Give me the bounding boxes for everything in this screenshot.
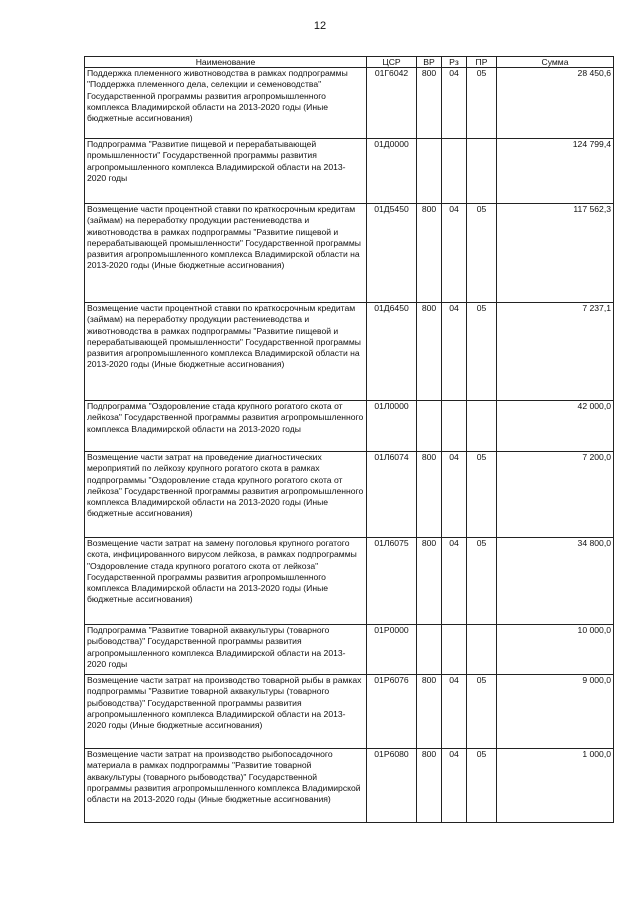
- table-row: [85, 749, 614, 823]
- cell-name: Подпрограмма "Оздоровление стада крупного рогатого скота от лейкоза" Государственной программы развития агропромышленного комплекса Владимирской области на 2013-2020 годы: [85, 401, 367, 452]
- cell-sum: 1 000,0: [497, 749, 614, 823]
- cell-name: Подпрограмма "Развитие пищевой и перерабатывающей промышленности" Государственной программы развития агропромышленного комплекса Владимирской области на 2013-2020 годы: [85, 139, 367, 204]
- cell-sum: 42 000,0: [497, 401, 614, 452]
- cell-csr: 01Л6074: [367, 452, 417, 538]
- cell-rz: 04: [442, 675, 467, 749]
- cell-csr: 01Д6450: [367, 303, 417, 401]
- cell-name: Возмещение части затрат на проведение диагностических мероприятий по лейкозу крупного рогатого скота в рамках подпрограммы "Оздоровление стада крупного рогатого скота от лейкоза" Государственной программы развития агропромышленного комплекса Владимирской области на 2013-2020 годы (Иные бюджетные ассигнования): [85, 452, 367, 538]
- cell-rz: [442, 401, 467, 452]
- cell-vr: [417, 401, 442, 452]
- cell-pr: 05: [467, 675, 497, 749]
- cell-pr: [467, 401, 497, 452]
- cell-pr: [467, 625, 497, 675]
- cell-sum: 9 000,0: [497, 675, 614, 749]
- header-sum: Сумма: [497, 57, 614, 68]
- table-row: [85, 68, 614, 139]
- cell-pr: 05: [467, 204, 497, 303]
- cell-rz: 04: [442, 68, 467, 139]
- table-row: [85, 303, 614, 401]
- cell-name: Возмещение части затрат на производство товарной рыбы в рамках подпрограммы "Развитие товарной аквакультуры (товарного рыбоводства)" Государственной программы развития агропромышленного комплекса Владимирской области на 2013-2020 годы (Иные бюджетные ассигнования): [85, 675, 367, 749]
- table-header-row: [85, 57, 614, 68]
- cell-sum: 10 000,0: [497, 625, 614, 675]
- cell-csr: 01Р6076: [367, 675, 417, 749]
- cell-vr: 800: [417, 68, 442, 139]
- cell-csr: 01Г6042: [367, 68, 417, 139]
- cell-name: Возмещение части затрат на замену поголовья крупного рогатого скота, инфицированного вирусом лейкоза, в рамках подпрограммы "Оздоровление стада крупного рогатого скота от лейкоза" Государственной программы развития агропромышленного комплекса Владимирской области на 2013-2020 годы (Иные бюджетные ассигнования): [85, 538, 367, 625]
- cell-vr: [417, 625, 442, 675]
- cell-rz: 04: [442, 204, 467, 303]
- cell-rz: 04: [442, 303, 467, 401]
- table-row: [85, 204, 614, 303]
- cell-csr: 01Л6075: [367, 538, 417, 625]
- header-csr: ЦСР: [367, 57, 417, 68]
- cell-csr: 01Д0000: [367, 139, 417, 204]
- cell-name: Возмещение части процентной ставки по краткосрочным кредитам (займам) на переработку продукции растениеводства и животноводства в рамках подпрограммы "Развитие пищевой и перерабатывающей промышленности" Государственной программы развития агропромышленного комплекса Владимирской области на 2013-2020 годы (Иные бюджетные ассигнования): [85, 204, 367, 303]
- cell-vr: 800: [417, 749, 442, 823]
- header-rz: Рз: [442, 57, 467, 68]
- cell-pr: 05: [467, 749, 497, 823]
- cell-vr: 800: [417, 204, 442, 303]
- table-row: [85, 401, 614, 452]
- cell-sum: 7 200,0: [497, 452, 614, 538]
- cell-sum: 34 800,0: [497, 538, 614, 625]
- table-row: [85, 139, 614, 204]
- page-number: 12: [313, 20, 327, 32]
- cell-name: Возмещение части процентной ставки по краткосрочным кредитам (займам) на переработку продукции растениеводства и животноводства в рамках подпрограммы "Развитие пищевой и перерабатывающей промышленности" Государственной программы развития агропромышленного комплекса Владимирской области на 2013-2020 годы (Иные бюджетные ассигнования): [85, 303, 367, 401]
- budget-table: [84, 56, 614, 823]
- cell-name: Поддержка племенного животноводства в рамках подпрограммы "Поддержка племенного дела, селекции и семеноводства" Государственной программы развития агропромышленного комплекса Владимирской области на 2013-2020 годы (Иные бюджетные ассигнования): [85, 68, 367, 139]
- cell-pr: [467, 139, 497, 204]
- header-vr: ВР: [417, 57, 442, 68]
- cell-pr: 05: [467, 538, 497, 625]
- header-pr: ПР: [467, 57, 497, 68]
- cell-vr: [417, 139, 442, 204]
- table-row: [85, 625, 614, 675]
- cell-vr: 800: [417, 452, 442, 538]
- cell-vr: 800: [417, 675, 442, 749]
- table-row: [85, 538, 614, 625]
- cell-sum: 124 799,4: [497, 139, 614, 204]
- header-name: Наименование: [85, 57, 367, 68]
- cell-rz: [442, 139, 467, 204]
- cell-pr: 05: [467, 68, 497, 139]
- cell-pr: 05: [467, 303, 497, 401]
- cell-sum: 7 237,1: [497, 303, 614, 401]
- cell-csr: 01Л0000: [367, 401, 417, 452]
- cell-name: Возмещение части затрат на производство рыбопосадочного материала в рамках подпрограммы "Развитие товарной аквакультуры (товарного рыбоводства)" Государственной программы развития агропромышленного комплекса Владимирской области на 2013-2020 годы (Иные бюджетные ассигнования): [85, 749, 367, 823]
- table-row: [85, 452, 614, 538]
- cell-vr: 800: [417, 538, 442, 625]
- cell-rz: 04: [442, 749, 467, 823]
- cell-vr: 800: [417, 303, 442, 401]
- cell-rz: [442, 625, 467, 675]
- cell-rz: 04: [442, 538, 467, 625]
- cell-csr: 01Р0000: [367, 625, 417, 675]
- table-row: [85, 675, 614, 749]
- cell-pr: 05: [467, 452, 497, 538]
- cell-rz: 04: [442, 452, 467, 538]
- cell-csr: 01Р6080: [367, 749, 417, 823]
- cell-sum: 117 562,3: [497, 204, 614, 303]
- cell-name: Подпрограмма "Развитие товарной аквакультуры (товарного рыбоводства)" Государственной программы развития агропромышленного комплекса Владимирской области на 2013-2020 годы: [85, 625, 367, 675]
- cell-sum: 28 450,6: [497, 68, 614, 139]
- cell-csr: 01Д5450: [367, 204, 417, 303]
